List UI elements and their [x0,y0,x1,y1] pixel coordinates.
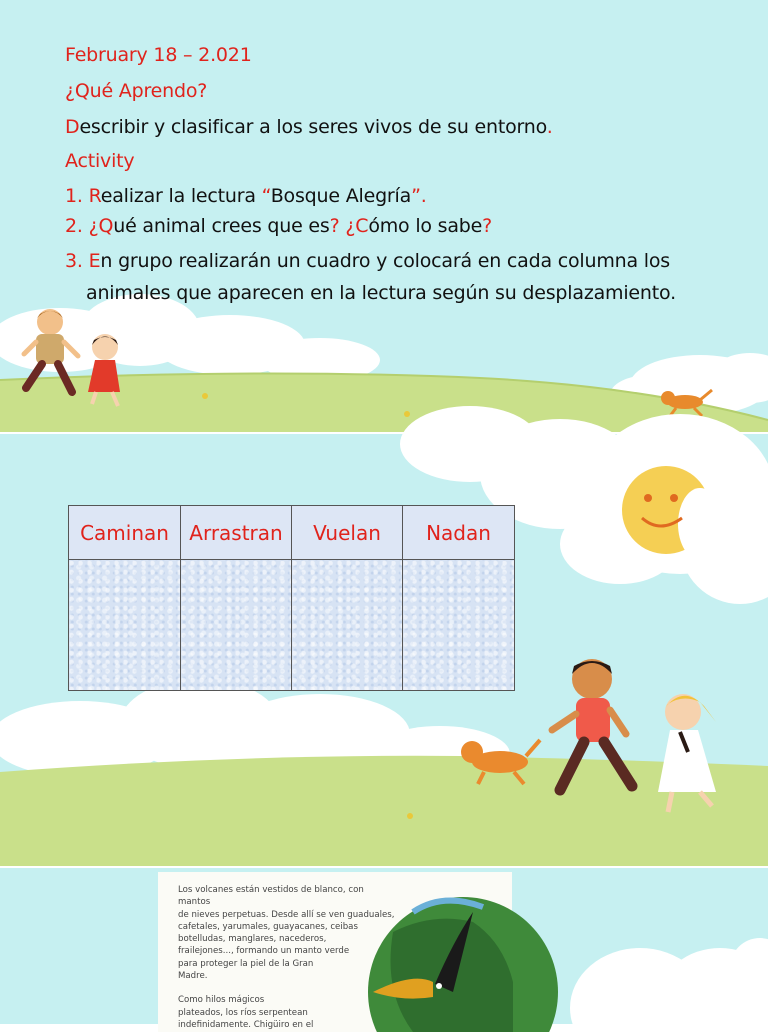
reading-line: Los volcanes están vestidos de blanco, con mantos [178,885,364,908]
slide-1 [0,0,768,432]
slide-3 [0,868,768,1030]
table-cell-vuelan[interactable] [292,560,403,691]
reading-line: indefinidamente. Chigüiro en el [178,1019,314,1030]
reading-line: botelludas, manglares, nacederos, [178,934,327,945]
table-row [69,560,515,691]
column-header-nadan: Nadan [403,506,515,560]
slide-2 [0,434,768,866]
toucan-globe-illustration [353,872,513,1032]
date-heading: February 18 – 2.021 [65,44,252,66]
column-header-caminan: Caminan [69,506,181,560]
table-cell-nadan[interactable] [403,560,515,691]
reading-line: plateados, los ríos serpentean [178,1007,308,1018]
reading-line: Como hilos mágicos [178,995,265,1006]
table-cell-arrastran[interactable] [181,560,292,691]
reading-line: cafetales, yarumales, guayacanes, ceibas [178,921,358,932]
reading-line: Madre. [178,971,208,982]
table-header-row [69,506,515,560]
column-header-arrastran: Arrastran [181,506,292,560]
reading-line: para proteger la piel de la Gran [178,958,314,969]
reading-excerpt-image [158,872,512,1032]
reading-line: de nieves perpetuas. Desde allí se ven guaduales, [178,909,395,920]
grass-hill-2 [0,756,768,866]
classification-table [68,505,515,691]
activity-label: Activity [65,150,135,172]
table-cell-caminan[interactable] [69,560,181,691]
activity-item-3: 3. En grupo realizarán un cuadro y colocará en cada columna los [65,250,670,272]
activity-item-3-continuation: animales que aparecen en la lectura según su desplazamiento. [86,282,676,304]
learning-question: ¿Qué Aprendo? [65,80,208,102]
activity-item-1: 1. Realizar la lectura “Bosque Alegría”. [65,185,427,207]
reading-line: frailejones..., formando un manto verde [178,946,350,957]
activity-item-2: 2. ¿Qué animal crees que es? ¿Cómo lo sabe? [65,215,493,237]
column-header-vuelan: Vuelan [292,506,403,560]
learning-objective: Describir y clasificar a los seres vivos de su entorno. [65,116,553,138]
